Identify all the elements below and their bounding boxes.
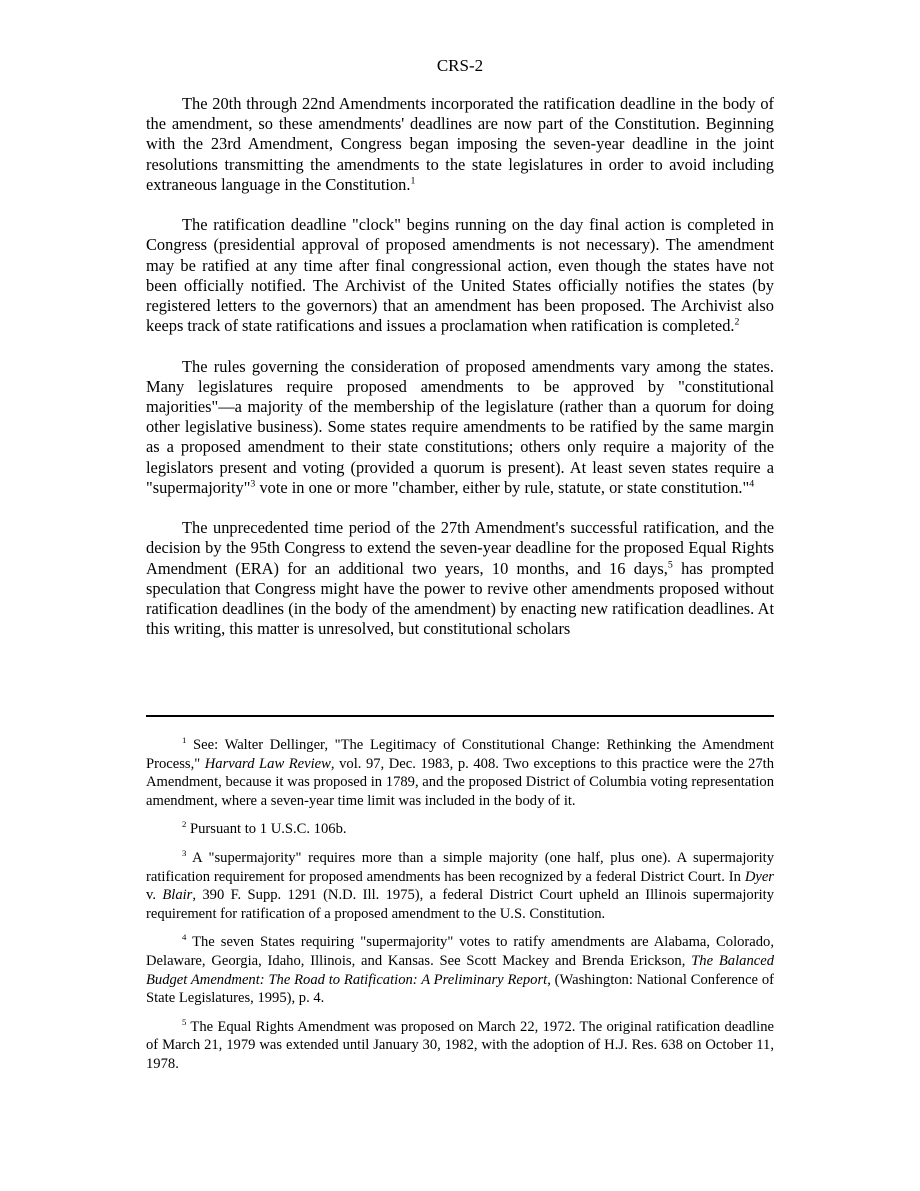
paragraph-text: The unprecedented time period of the 27th Amendment's successful ratification, and the decision by the 95th Congress to extend the seven-year deadline for the proposed Equal Rights Amendment (ERA) for an additional two years, 10 months, and 16 days, bbox=[146, 518, 774, 578]
paragraph-text: has prompted speculation that Congress might have the power to revive other amendments proposed without ratification deadlines (in the body of the amendment) by enacting new ratification deadlines. At this writing, this matter is unresolved, but constitutional scholars bbox=[146, 558, 774, 639]
paragraph-3 bbox=[146, 357, 774, 498]
footnote-text: A "supermajority" requires more than a simple majority (one half, plus one). A supermajority ratification requirement for proposed amendments has been recognized by a federal District Court. In bbox=[146, 849, 774, 885]
footnote-ref-1: 1 bbox=[410, 175, 416, 187]
paragraph-2 bbox=[146, 215, 774, 336]
footnote-italic: Dyer bbox=[744, 868, 774, 885]
footnote-divider bbox=[146, 715, 774, 717]
footnote-text: , 390 F. Supp. 1291 (N.D. Ill. 1975), a federal District Court upheld an Illinois supermajority requirement for ratification of a proposed amendment to the U.S. Constitution. bbox=[146, 887, 774, 922]
footnote-5 bbox=[146, 1018, 774, 1074]
footnote-text: , vol. 97, Dec. 1983, p. 408. Two exceptions to this practice were the 27th Amendment, because it was proposed in 1789, and the proposed District of Columbia voting representation amendment, where a seven-year time limit was included in the body of it. bbox=[146, 755, 774, 809]
paragraph-text: The ratification deadline "clock" begins running on the day final action is completed in Congress (presidential approval of proposed amendments is not necessary). The amendment may be ratified at any time after final congressional action, even though the states have not been officially notified. The Archivist of the United States officially notifies the states (by registered letters to the governors) that an amendment has been proposed. The Archivist also keeps track of state ratifications and issues a proclamation when ratification is completed. bbox=[146, 215, 774, 336]
footnote-text: The Equal Rights Amendment was proposed on March 22, 1972. The original ratification deadline of March 21, 1979 was extended until January 30, 1982, with the adoption of H.J. Res. 638 on October 11, 1978. bbox=[146, 1018, 774, 1072]
footnote-text: See: Walter Dellinger, "The Legitimacy of Constitutional Change: Rethinking the Amendment Process," bbox=[146, 737, 774, 772]
footnote-1 bbox=[146, 736, 774, 810]
footnote-number: 4 bbox=[182, 932, 187, 943]
paragraph-1 bbox=[146, 94, 774, 195]
footnote-italic: The Balanced Budget Amendment: The Road to Ratification: A Preliminary Report bbox=[146, 952, 774, 988]
footnote-number: 2 bbox=[182, 819, 187, 830]
footnote-italic: Blair bbox=[162, 887, 193, 904]
footnote-4 bbox=[146, 933, 774, 1007]
footnote-italic: Harvard Law Review bbox=[204, 755, 331, 772]
page-header: CRS-2 bbox=[436, 56, 484, 75]
footnote-number: 1 bbox=[182, 735, 187, 746]
footnote-number: 3 bbox=[182, 848, 187, 859]
paragraph-text: vote in one or more "chamber, either by rule, statute, or state constitution." bbox=[255, 477, 750, 497]
footnote-text: v. bbox=[146, 887, 163, 904]
paragraph-text: The rules governing the consideration of proposed amendments vary among the states. Many legislatures require proposed amendments to be approved by "constitutional majorities"—a majority of the membership of the legislature (rather than a quorum for doing other legislative business). Some states require amendments to be ratified by the same margin as a proposed amendment to their state constitutions; others only require a majority of the legislators present and voting (provided a quorum is present). At least seven states require a "supermajority" bbox=[146, 356, 774, 497]
main-body bbox=[146, 94, 774, 660]
footnote-2 bbox=[146, 820, 774, 839]
footnote-text: , (Washington: National Conference of State Legislatures, 1995), p. 4. bbox=[146, 971, 774, 1007]
footnote-ref-4: 4 bbox=[749, 478, 755, 490]
footnote-text: Pursuant to 1 U.S.C. 106b. bbox=[186, 821, 347, 838]
paragraph-4 bbox=[146, 518, 774, 639]
paragraph-text: The 20th through 22nd Amendments incorporated the ratification deadline in the body of the amendment, so these amendments' deadlines are now part of the Constitution. Beginning with the 23rd Amendment, Congress began imposing the seven-year deadline in the joint resolutions transmitting the amendments to the state legislatures in order to avoid including extraneous language in the Constitution. bbox=[146, 94, 774, 194]
footnote-ref-3: 3 bbox=[250, 478, 256, 490]
footnote-text: The seven States requiring "supermajority" votes to ratify amendments are Alabama, Colorado, Delaware, Georgia, Idaho, Illinois, and Kansas. See Scott Mackey and Brenda Erickson, bbox=[146, 934, 774, 969]
footnotes bbox=[146, 736, 774, 1084]
footnote-ref-5: 5 bbox=[667, 559, 673, 571]
footnote-3 bbox=[146, 849, 774, 923]
footnote-number: 5 bbox=[182, 1016, 187, 1027]
footnote-ref-2: 2 bbox=[734, 316, 740, 328]
